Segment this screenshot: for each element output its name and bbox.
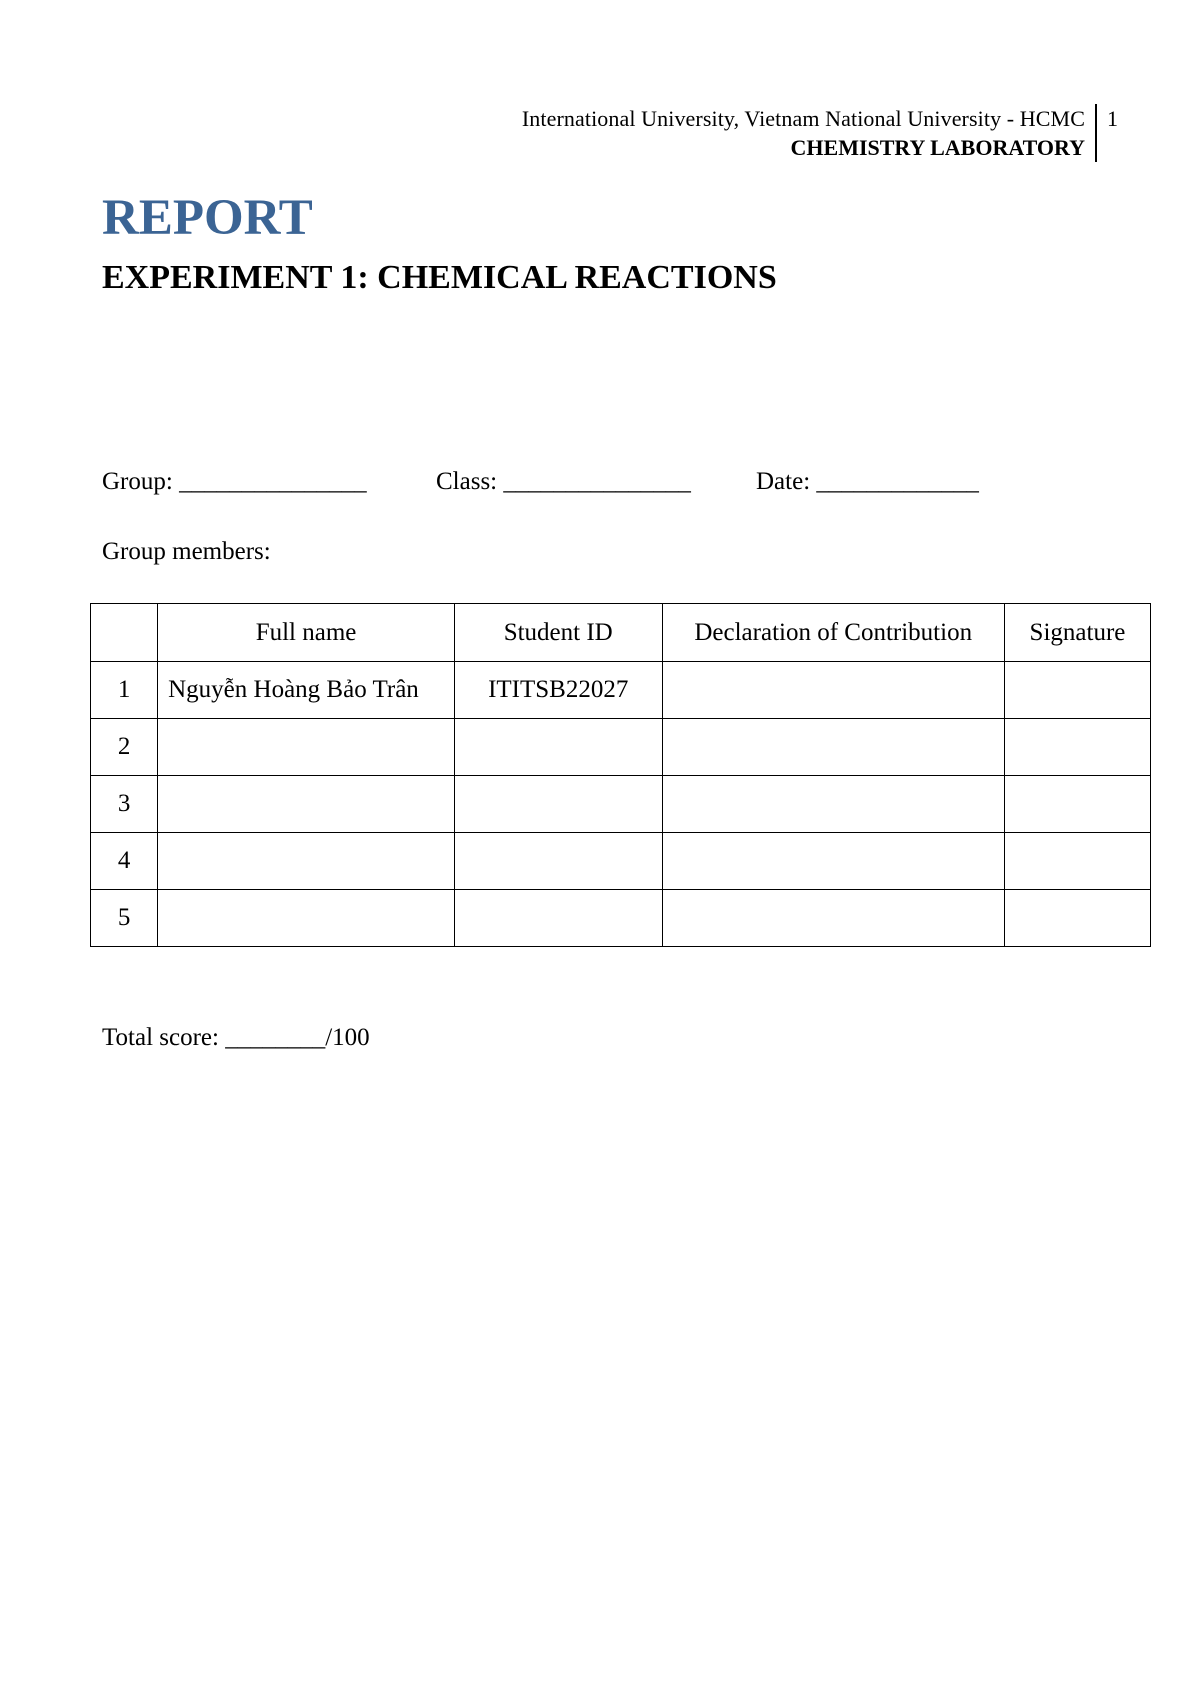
institution-name: International University, Vietnam National University - HCMC xyxy=(521,106,1085,131)
row-number: 1 xyxy=(91,662,158,719)
page-header xyxy=(522,104,1118,162)
header-full-name: Full name xyxy=(158,604,455,662)
declaration-cell xyxy=(662,890,1004,947)
date-field: Date: _____________ xyxy=(756,468,979,495)
table-row xyxy=(91,662,1151,719)
row-number: 4 xyxy=(91,833,158,890)
table-row xyxy=(91,776,1151,833)
signature-cell xyxy=(1004,833,1150,890)
declaration-cell xyxy=(662,662,1004,719)
table-row xyxy=(91,890,1151,947)
group-field: Group: _______________ xyxy=(102,468,367,495)
full-name-cell xyxy=(158,776,455,833)
full-name-cell: Nguyễn Hoàng Bảo Trân xyxy=(158,662,455,719)
student-id-cell xyxy=(454,776,662,833)
signature-cell xyxy=(1004,719,1150,776)
header-student-id: Student ID xyxy=(454,604,662,662)
signature-cell xyxy=(1004,662,1150,719)
signature-cell xyxy=(1004,890,1150,947)
table-row xyxy=(91,719,1151,776)
group-members-table xyxy=(90,603,1151,947)
page-number: 1 xyxy=(1107,106,1118,131)
student-id-cell xyxy=(454,833,662,890)
lab-name: CHEMISTRY LABORATORY xyxy=(790,135,1085,160)
header-text xyxy=(522,104,1097,162)
full-name-cell xyxy=(158,833,455,890)
full-name-cell xyxy=(158,719,455,776)
student-id-cell: ITITSB22027 xyxy=(454,662,662,719)
header-declaration: Declaration of Contribution xyxy=(662,604,1004,662)
total-score: Total score: ________/100 xyxy=(102,1024,370,1051)
table-row xyxy=(91,833,1151,890)
student-id-cell xyxy=(454,719,662,776)
declaration-cell xyxy=(662,833,1004,890)
header-number xyxy=(91,604,158,662)
full-name-cell xyxy=(158,890,455,947)
row-number: 2 xyxy=(91,719,158,776)
experiment-title: EXPERIMENT 1: CHEMICAL REACTIONS xyxy=(102,259,777,296)
declaration-cell xyxy=(662,719,1004,776)
class-field: Class: _______________ xyxy=(436,468,691,495)
row-number: 3 xyxy=(91,776,158,833)
student-id-cell xyxy=(454,890,662,947)
declaration-cell xyxy=(662,776,1004,833)
table-header-row xyxy=(91,604,1151,662)
header-signature: Signature xyxy=(1004,604,1150,662)
report-title: REPORT xyxy=(102,190,313,246)
group-members-label: Group members: xyxy=(102,538,271,565)
signature-cell xyxy=(1004,776,1150,833)
row-number: 5 xyxy=(91,890,158,947)
